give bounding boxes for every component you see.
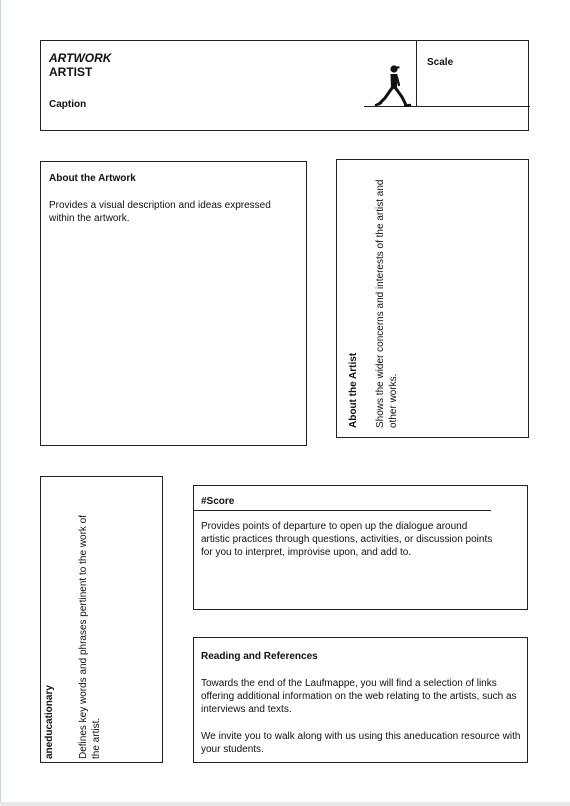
reading-text-1: Towards the end of the Laufmappe, you will find a selection of links offering additional information on the web relating to the artists, such as interviews and texts.: [201, 678, 517, 715]
about-artist-panel: [336, 159, 529, 438]
walking-person-icon: [373, 65, 413, 107]
about-artwork-panel: [40, 161, 307, 446]
page-edge-bottom: [0, 802, 570, 806]
artwork-title: ARTWORK: [49, 51, 112, 65]
score-panel: [193, 485, 528, 610]
about-artist-text: Shows the wider concerns and interests of the artist and other works.: [375, 179, 399, 428]
artist-name: ARTIST: [49, 65, 93, 79]
score-heading: #Score: [201, 496, 235, 507]
reading-references-panel: [193, 637, 528, 763]
about-artwork-text: Provides a visual description and ideas expressed within the artwork.: [49, 200, 271, 224]
aneducationary-heading: aneducationary: [44, 685, 55, 759]
artwork-header-panel: [40, 40, 529, 131]
caption-label: Caption: [49, 99, 87, 110]
scale-label: Scale: [427, 57, 454, 68]
about-artist-heading: About the Artist: [348, 352, 359, 428]
score-text: Provides points of departure to open up the dialogue around artistic practices through questions, activities, or discussion points for you to interpret, improvise upon, and add to.: [201, 521, 493, 558]
score-divider: [194, 510, 491, 511]
reading-heading: Reading and References: [201, 651, 318, 662]
reading-text-2: We invite you to walk along with us using this aneducation resource with your students.: [201, 731, 521, 755]
aneducationary-text: Defines key words and phrases pertinent to the work of the artist.: [78, 514, 102, 759]
aneducationary-panel: [40, 476, 163, 763]
about-artwork-heading: About the Artwork: [49, 173, 136, 184]
scale-box: [416, 40, 530, 107]
page-edge-left: [0, 0, 1, 806]
